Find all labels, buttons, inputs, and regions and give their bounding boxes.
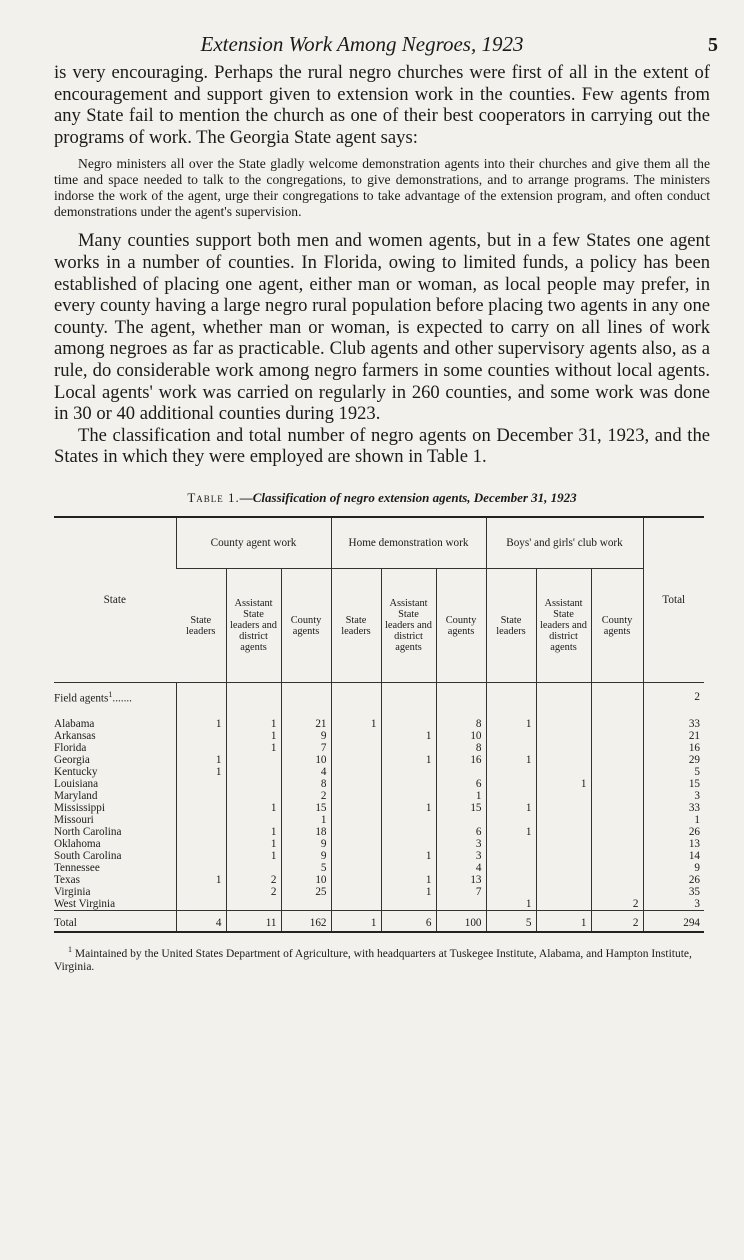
- state-name: Tennessee: [54, 862, 100, 875]
- cell-b1: [486, 790, 536, 802]
- cell-h1: [331, 802, 381, 814]
- cell-b2: [536, 814, 591, 826]
- cell-c2: [226, 754, 281, 766]
- cell-c1: 4: [176, 911, 226, 933]
- cell-c3: 1: [281, 814, 331, 826]
- cell-c1: [176, 742, 226, 754]
- cell-c3: 8: [281, 778, 331, 790]
- cell-c3: 18: [281, 826, 331, 838]
- table-row: [54, 898, 704, 911]
- cell-total: 21: [643, 730, 704, 742]
- state-name: Georgia: [54, 754, 90, 767]
- cell-b1: 5: [486, 911, 536, 933]
- cell-c1: 1: [176, 766, 226, 778]
- cell-h1: [331, 826, 381, 838]
- cell-c3: 10: [281, 754, 331, 766]
- cell-b3: 2: [591, 911, 643, 933]
- cell-h1: [331, 814, 381, 826]
- state-name: Texas: [54, 874, 80, 887]
- table-row: [54, 850, 704, 862]
- footnote-marker: 1: [68, 945, 72, 955]
- state-name: Total: [54, 911, 176, 933]
- cell-c2: [226, 862, 281, 874]
- state-name: Florida: [54, 742, 87, 755]
- cell-b1: 1: [486, 826, 536, 838]
- header-home-state-leaders: State leaders: [331, 569, 381, 683]
- cell-total: 9: [643, 862, 704, 874]
- cell-c1: [176, 802, 226, 814]
- cell-b3: [591, 814, 643, 826]
- cell-b3: [591, 826, 643, 838]
- cell-c2: 1: [226, 838, 281, 850]
- table-row: [54, 766, 704, 778]
- cell-c1: 1: [176, 754, 226, 766]
- footnote: [54, 943, 710, 974]
- cell-h2: 1: [381, 850, 436, 862]
- header-county-state-leaders: State leaders: [176, 569, 226, 683]
- cell-b1: [486, 838, 536, 850]
- cell-c2: 1: [226, 826, 281, 838]
- header-club-work: Boys' and girls' club work: [486, 517, 643, 569]
- cell-h2: 1: [381, 886, 436, 898]
- cell-b1: [486, 742, 536, 754]
- table-row: [54, 754, 704, 766]
- cell-b2: [536, 730, 591, 742]
- table-row: [54, 713, 704, 730]
- cell-c1: [176, 898, 226, 911]
- state-name: West Virginia: [54, 898, 116, 911]
- cell-total: 35: [643, 886, 704, 898]
- paragraph-2: Many counties support both men and women agents, but in a few States one agent works in a number of counties. In Florida, owing to limited funds, a policy has been established of placing one agent, either man or woman, as local people may prefer, in every county having a large negro rural population before placing two agents in any one county. The agent, whether man or woman, is expected to carry on all lines of work among negroes as far as practicable. Club agents and other supervisory agents also, as a rule, do considerable work among negro farmers in some counties without local agents. Local agents' work was carried on regularly in 260 counties, and some work was done in 30 or 40 additional counties during 1923.: [54, 230, 710, 425]
- page-number: 5: [708, 34, 718, 56]
- cell-h2: [381, 814, 436, 826]
- cell-b2: [536, 826, 591, 838]
- cell-b1: [486, 850, 536, 862]
- cell-h3: 6: [436, 778, 486, 790]
- cell-b2: [536, 850, 591, 862]
- cell-b1: [486, 862, 536, 874]
- header-club-assistant-leaders: Assistant State leaders and district agents: [536, 569, 591, 683]
- header-home-demonstration-work: Home demonstration work: [331, 517, 486, 569]
- cell-c2: 1: [226, 850, 281, 862]
- cell-c2: 1: [226, 802, 281, 814]
- cell-h2: 1: [381, 802, 436, 814]
- cell-total: 294: [643, 911, 704, 933]
- cell-h3: 15: [436, 802, 486, 814]
- paragraph-3: The classification and total number of negro agents on December 31, 1923, and the States in which they were employed are shown in Table 1.: [54, 424, 710, 468]
- cell-c3: 25: [281, 886, 331, 898]
- cell-b2: [536, 713, 591, 730]
- cell-h1: [331, 874, 381, 886]
- cell-h1: [331, 862, 381, 874]
- state-name: Missouri: [54, 814, 94, 827]
- page: [54, 30, 718, 974]
- cell-b1: [486, 730, 536, 742]
- cell-b1: [486, 778, 536, 790]
- cell-c2: [226, 778, 281, 790]
- cell-h2: [381, 742, 436, 754]
- cell-b3: [591, 862, 643, 874]
- header-county-agents: County agents: [281, 569, 331, 683]
- cell-total: 26: [643, 874, 704, 886]
- cell-c2: [226, 766, 281, 778]
- cell-b2: [536, 874, 591, 886]
- field-agents-label: Field agents$^1$.......: [54, 690, 132, 706]
- cell-total: 16: [643, 742, 704, 754]
- cell-h1: [331, 886, 381, 898]
- cell-h1: [331, 790, 381, 802]
- cell-total: 3: [643, 898, 704, 911]
- cell-c1: [176, 814, 226, 826]
- cell-b1: [486, 766, 536, 778]
- cell-b2: [536, 862, 591, 874]
- cell-c3: [281, 898, 331, 911]
- cell-c3: 2: [281, 790, 331, 802]
- header-county-assistant-leaders: Assistant State leaders and district agents: [226, 569, 281, 683]
- cell-c2: [226, 790, 281, 802]
- cell-c3: 9: [281, 850, 331, 862]
- cell-h3: 1: [436, 790, 486, 802]
- cell-c1: [176, 886, 226, 898]
- cell-h2: [381, 790, 436, 802]
- cell-b2: [536, 802, 591, 814]
- cell-b3: [591, 713, 643, 730]
- table-row: [54, 838, 704, 850]
- table-caption: [54, 490, 710, 506]
- header-state: State: [54, 517, 176, 683]
- cell-b3: [591, 742, 643, 754]
- cell-b3: [591, 766, 643, 778]
- cell-c2: 11: [226, 911, 281, 933]
- cell-h3: [436, 766, 486, 778]
- running-header: [54, 30, 718, 62]
- cell-b3: [591, 886, 643, 898]
- cell-h3: [436, 814, 486, 826]
- cell-b3: [591, 838, 643, 850]
- table-label: Table 1.: [187, 489, 240, 505]
- cell-c2: 1: [226, 713, 281, 730]
- cell-b1: [486, 886, 536, 898]
- table-row: [54, 814, 704, 826]
- table-row-total: [54, 911, 704, 933]
- footnote-ref: 1: [108, 690, 113, 700]
- header-county-agent-work: County agent work: [176, 517, 331, 569]
- cell-total: 33: [643, 802, 704, 814]
- cell-h3: 4: [436, 862, 486, 874]
- cell-h3: 6: [436, 826, 486, 838]
- cell-h1: [331, 898, 381, 911]
- cell-h3: 3: [436, 850, 486, 862]
- cell-c3: 10: [281, 874, 331, 886]
- cell-b2: [536, 766, 591, 778]
- cell-h2: [381, 898, 436, 911]
- cell-c1: [176, 790, 226, 802]
- cell-h2: [381, 862, 436, 874]
- cell-h2: 1: [381, 730, 436, 742]
- state-name: Kentucky: [54, 766, 98, 779]
- paragraph-1: is very encouraging. Perhaps the rural negro churches were first of all in the extent of encouragement and support given to extension work in the counties. Few agents from any State fail to mention the church as one of their best cooperators in carrying out the programs of work. The Georgia State agent says:: [54, 62, 710, 148]
- cell-b1: [486, 874, 536, 886]
- header-club-county-agents: County agents: [591, 569, 643, 683]
- cell-c1: [176, 778, 226, 790]
- cell-h2: [381, 778, 436, 790]
- agents-table: [54, 516, 704, 933]
- cell-h2: 1: [381, 874, 436, 886]
- cell-b2: [536, 898, 591, 911]
- cell-total: 29: [643, 754, 704, 766]
- cell-total: 5: [643, 766, 704, 778]
- header-home-assistant-leaders: Assistant State leaders and district agents: [381, 569, 436, 683]
- cell-h3: 3: [436, 838, 486, 850]
- cell-total: 33: [643, 713, 704, 730]
- cell-h1: 1: [331, 911, 381, 933]
- table-title: —Classification of negro extension agents, December 31, 1923: [239, 489, 577, 505]
- table-row: [54, 886, 704, 898]
- cell-b3: [591, 802, 643, 814]
- cell-h3: 8: [436, 713, 486, 730]
- block-quote: Negro ministers all over the State gladly welcome demonstration agents into their churches and give them all the time and space needed to talk to the congregations, to give demonstrations, and to arrange programs. The ministers indorse the work of the agent, urge their congregations to take advantage of the extension program, and often conduct demonstrations under the agent's supervision.: [54, 156, 710, 220]
- cell-c1: [176, 838, 226, 850]
- cell-h1: [331, 742, 381, 754]
- cell-c2: [226, 814, 281, 826]
- cell-c1: [176, 850, 226, 862]
- cell-h2: [381, 838, 436, 850]
- state-name: Louisiana: [54, 778, 99, 791]
- state-name: South Carolina: [54, 850, 122, 863]
- cell-c3: 21: [281, 713, 331, 730]
- cell-total: 13: [643, 838, 704, 850]
- cell-h3: 16: [436, 754, 486, 766]
- state-name: Maryland: [54, 790, 98, 803]
- cell-c2: 2: [226, 886, 281, 898]
- cell-h3: 13: [436, 874, 486, 886]
- table-body: [54, 683, 704, 932]
- cell-b2: [536, 742, 591, 754]
- table-row: [54, 730, 704, 742]
- cell-c2: 2: [226, 874, 281, 886]
- header-total: Total: [643, 517, 704, 683]
- table-row: [54, 862, 704, 874]
- cell-total: 14: [643, 850, 704, 862]
- cell-total: 1: [643, 814, 704, 826]
- cell-c1: [176, 826, 226, 838]
- cell-b2: 1: [536, 778, 591, 790]
- state-name: Arkansas: [54, 730, 96, 743]
- cell-total: 15: [643, 778, 704, 790]
- cell-total: 3: [643, 790, 704, 802]
- cell-c2: 1: [226, 730, 281, 742]
- cell-h1: [331, 730, 381, 742]
- cell-c3: 9: [281, 838, 331, 850]
- header-club-state-leaders: State leaders: [486, 569, 536, 683]
- cell-c2: [226, 898, 281, 911]
- header-home-county-agents: County agents: [436, 569, 486, 683]
- table-row: [54, 874, 704, 886]
- table-row-field-agents: [54, 683, 704, 713]
- cell-c2: 1: [226, 742, 281, 754]
- cell-h1: [331, 754, 381, 766]
- cell-c1: 1: [176, 874, 226, 886]
- cell-h1: [331, 838, 381, 850]
- cell-c3: 162: [281, 911, 331, 933]
- cell-h1: [331, 766, 381, 778]
- cell-h3: 10: [436, 730, 486, 742]
- cell-b3: [591, 790, 643, 802]
- cell-b3: [591, 874, 643, 886]
- cell-b2: [536, 886, 591, 898]
- table-row: [54, 778, 704, 790]
- cell-c1: 1: [176, 713, 226, 730]
- cell-c3: 9: [281, 730, 331, 742]
- cell-h2: [381, 766, 436, 778]
- state-name: Oklahoma: [54, 838, 101, 851]
- cell-h2: 1: [381, 754, 436, 766]
- table-row: [54, 742, 704, 754]
- cell-b2: [536, 790, 591, 802]
- cell-b2: 1: [536, 911, 591, 933]
- table-row: [54, 802, 704, 814]
- footnote-text: Maintained by the United States Department of Agriculture, with headquarters at Tuskegee Institute, Alabama, and Hampton Institute, Virginia.: [54, 947, 692, 973]
- cell-c3: 7: [281, 742, 331, 754]
- table-row: [54, 790, 704, 802]
- cell-c3: 15: [281, 802, 331, 814]
- cell-c1: [176, 730, 226, 742]
- cell-b1: 1: [486, 802, 536, 814]
- state-name: North Carolina: [54, 826, 122, 839]
- cell-total: 26: [643, 826, 704, 838]
- cell-h3: 8: [436, 742, 486, 754]
- state-name: Alabama: [54, 718, 95, 731]
- cell-c3: 4: [281, 766, 331, 778]
- state-name: Mississippi: [54, 802, 105, 815]
- cell-h1: 1: [331, 713, 381, 730]
- cell-h2: [381, 713, 436, 730]
- cell-c1: [176, 862, 226, 874]
- running-title: Extension Work Among Negroes, 1923: [200, 32, 524, 56]
- field-agents-total: 2: [643, 683, 704, 713]
- table-row: [54, 826, 704, 838]
- cell-b1: 1: [486, 898, 536, 911]
- cell-b2: [536, 838, 591, 850]
- cell-c3: 5: [281, 862, 331, 874]
- state-name: Virginia: [54, 886, 91, 899]
- cell-h3: 100: [436, 911, 486, 933]
- cell-b1: [486, 814, 536, 826]
- cell-b3: [591, 754, 643, 766]
- cell-b2: [536, 754, 591, 766]
- cell-b3: [591, 730, 643, 742]
- cell-h3: [436, 898, 486, 911]
- cell-h3: 7: [436, 886, 486, 898]
- cell-h1: [331, 850, 381, 862]
- cell-h1: [331, 778, 381, 790]
- cell-h2: [381, 826, 436, 838]
- cell-b1: 1: [486, 754, 536, 766]
- cell-b3: 2: [591, 898, 643, 911]
- cell-b1: 1: [486, 713, 536, 730]
- cell-b3: [591, 850, 643, 862]
- cell-b3: [591, 778, 643, 790]
- cell-h2: 6: [381, 911, 436, 933]
